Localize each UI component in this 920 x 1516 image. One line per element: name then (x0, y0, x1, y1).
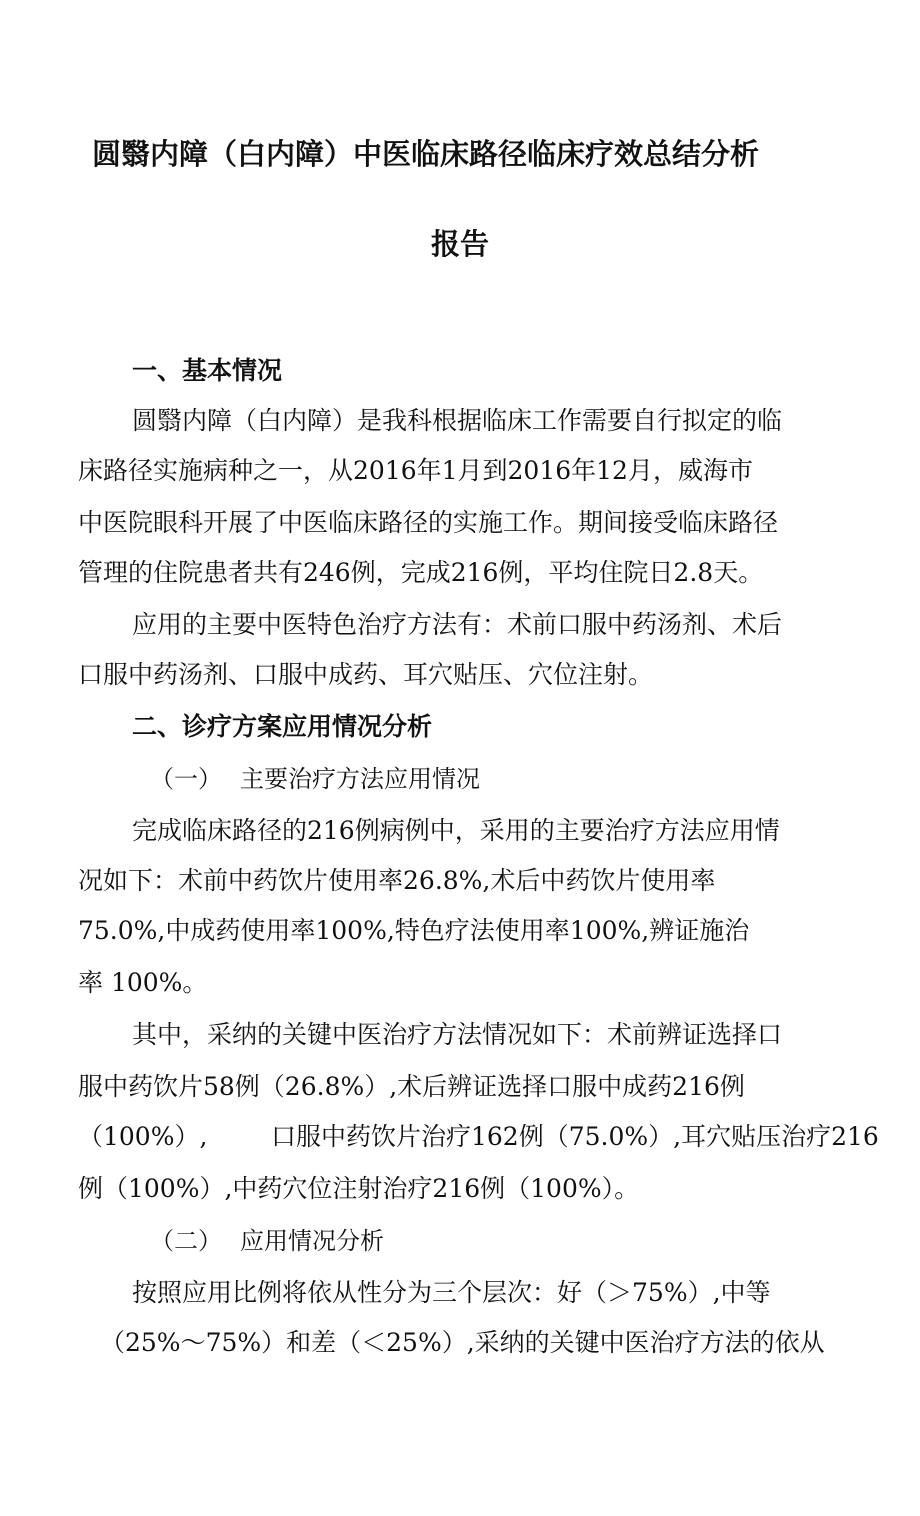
section-2-heading: 二、诊疗方案应用情况分析 (132, 712, 433, 741)
subsection-2-title: 应用情况分析 (240, 1227, 384, 1255)
document-title-line-1: 圆翳内障（白内障）中医临床路径临床疗效总结分析 (92, 137, 760, 171)
paragraph-line: 服中药饮片58例（26.8%）,术后辨证选择口服中成药216例 (78, 1072, 745, 1101)
paragraph-line: 完成临床路径的216例病例中，采用的主要治疗方法应用情 (132, 816, 780, 845)
paragraph-line: 率 100%。 (78, 968, 208, 997)
paragraph-line: 管理的住院患者共有246例，完成216例，平均住院日2.8天。 (78, 558, 764, 587)
document-title-line-2: 报告 (431, 227, 490, 261)
paragraph-line: 75.0%,中成药使用率100%,特色疗法使用率100%,辨证施治 (78, 916, 750, 945)
paragraph-line: 其中，采纳的关键中医治疗方法情况如下：术前辨证选择口 (132, 1020, 783, 1049)
paragraph-line: （100%）, 口服中药饮片治疗162例（75.0%）,耳穴贴压治疗216 (78, 1122, 879, 1151)
paragraph-line: 按照应用比例将依从性分为三个层次：好（＞75%）,中等 (132, 1278, 771, 1307)
paragraph-line: 应用的主要中医特色治疗方法有：术前口服中药汤剂、术后 (132, 610, 783, 639)
subsection-1-label: （一） (150, 765, 222, 793)
paragraph-line: 例（100%）,中药穴位注射治疗216例（100%）。 (78, 1174, 640, 1203)
section-1-heading: 一、基本情况 (132, 356, 283, 385)
paragraph-line: 口服中药汤剂、口服中成药、耳穴贴压、穴位注射。 (78, 660, 654, 689)
paragraph-line: 圆翳内障（白内障）是我科根据临床工作需要自行拟定的临 (132, 406, 783, 435)
paragraph-line: （25%～75%）和差（＜25%）,采纳的关键中医治疗方法的依从 (100, 1328, 825, 1357)
subsection-2-label: （二） (150, 1227, 222, 1255)
paragraph-line: 况如下：术前中药饮片使用率26.8%,术后中药饮片使用率 (78, 866, 716, 895)
paragraph-line: 床路径实施病种之一，从2016年1月到2016年12月，威海市 (78, 456, 753, 485)
paragraph-line: 中医院眼科开展了中医临床路径的实施工作。期间接受临床路径 (78, 508, 779, 537)
subsection-1-title: 主要治疗方法应用情况 (240, 765, 480, 793)
